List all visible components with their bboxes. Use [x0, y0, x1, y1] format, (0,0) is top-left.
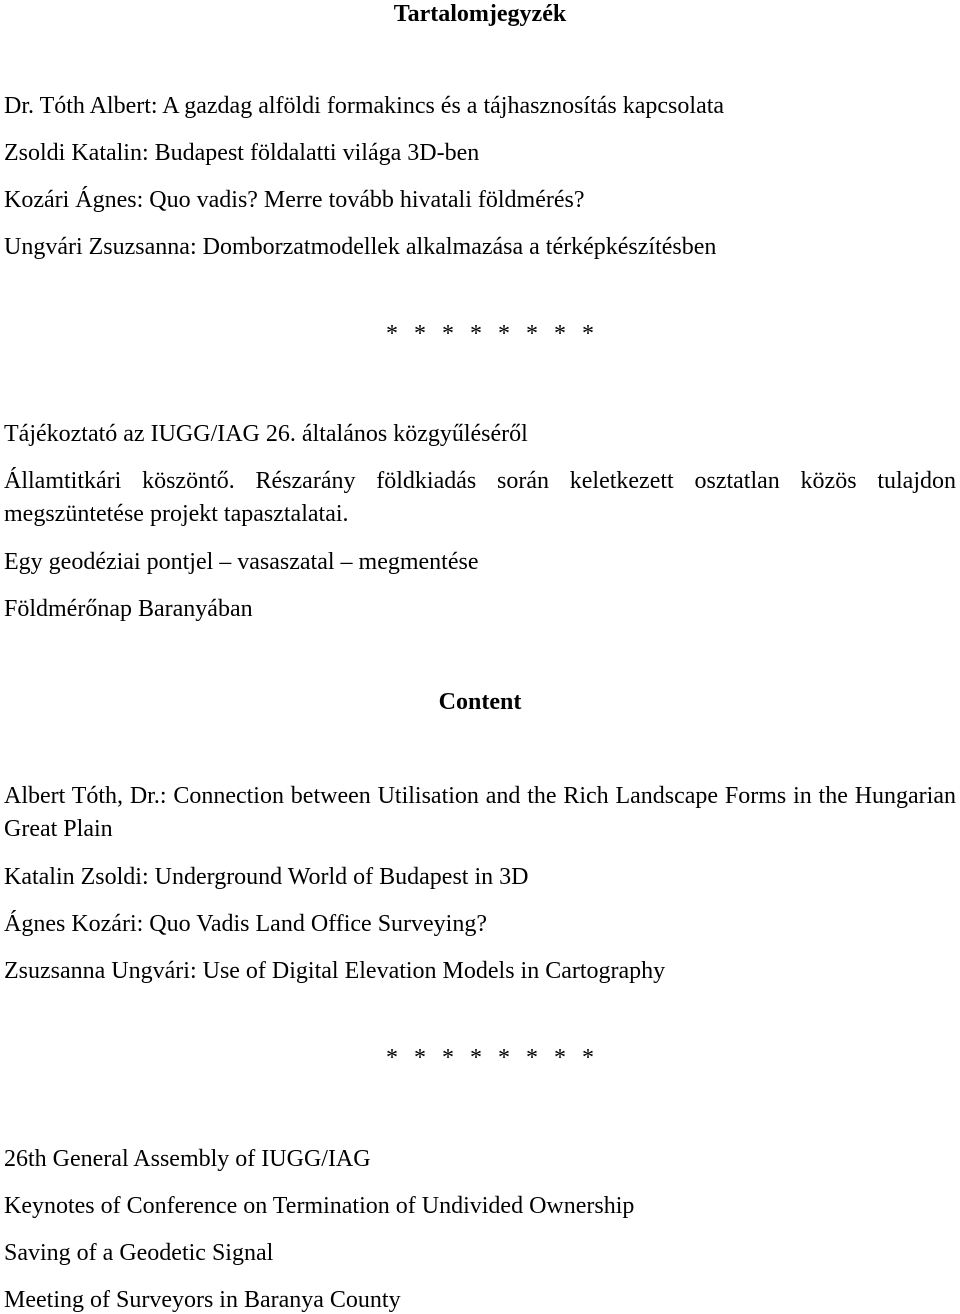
- toc-entry-hu-4: Ungvári Zsuzsanna: Domborzatmodellek alkalmazása a térképkészítésben: [4, 234, 717, 260]
- news-entry-hu-3: Egy geodéziai pontjel – vasaszatal – megmentése: [4, 549, 479, 575]
- news-entry-hu-1: Tájékoztató az IUGG/IAG 26. általános közgyűléséről: [4, 421, 528, 447]
- news-entry-en-4: Meeting of Surveyors in Baranya County: [4, 1287, 401, 1313]
- toc-title-hu: Tartalomjegyzék: [393, 1, 567, 27]
- toc-title-en: Content: [438, 689, 522, 715]
- toc-entry-en-3: Ágnes Kozári: Quo Vadis Land Office Surveying?: [4, 911, 487, 937]
- news-entry-hu-2: Államtitkári köszöntő. Részarány földkiadás során keletkezett osztatlan közös tulajdon megszüntetése projekt tapasztalatai.: [4, 468, 956, 527]
- separator-stars-en: * * * * * * * *: [386, 1045, 594, 1071]
- toc-entry-en-4: Zsuzsanna Ungvári: Use of Digital Elevation Models in Cartography: [4, 958, 666, 984]
- toc-entry-hu-1: Dr. Tóth Albert: A gazdag alföldi formakincs és a tájhasznosítás kapcsolata: [4, 93, 725, 119]
- news-entry-en-1: 26th General Assembly of IUGG/IAG: [4, 1146, 371, 1172]
- toc-entry-en-2: Katalin Zsoldi: Underground World of Budapest in 3D: [4, 864, 529, 890]
- news-entry-hu-4: Földmérőnap Baranyában: [4, 596, 253, 622]
- toc-entry-en-1: Albert Tóth, Dr.: Connection between Utilisation and the Rich Landscape Forms in the Hungarian Great Plain: [4, 783, 956, 842]
- toc-entry-hu-3: Kozári Ágnes: Quo vadis? Merre tovább hivatali földmérés?: [4, 187, 585, 213]
- news-entry-en-3: Saving of a Geodetic Signal: [4, 1240, 274, 1266]
- toc-entry-hu-2: Zsoldi Katalin: Budapest földalatti világa 3D-ben: [4, 140, 480, 166]
- separator-stars-hu: * * * * * * * *: [386, 321, 594, 347]
- news-entry-en-2: Keynotes of Conference on Termination of Undivided Ownership: [4, 1193, 635, 1219]
